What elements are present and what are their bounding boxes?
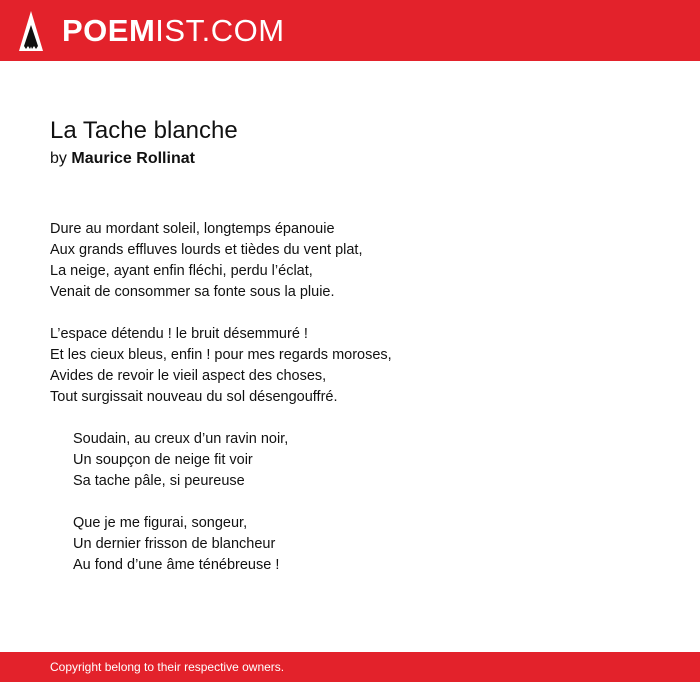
byline — [50, 148, 195, 170]
poem-line: Soudain, au creux d’un ravin noir, — [73, 431, 289, 447]
poem-line: Venait de consommer sa fonte sous la pluie. — [50, 284, 335, 300]
stanza-1 — [50, 219, 392, 303]
poem-line: Tout surgissait nouveau du sol désengouffré. — [50, 389, 338, 405]
poem-title: La Tache blanche — [50, 117, 238, 144]
site-logo-text[interactable] — [62, 10, 285, 52]
poem-line: L’espace détendu ! le bruit désemmuré ! — [50, 326, 308, 342]
site-header — [0, 0, 700, 61]
brand-bold: POEM — [62, 13, 156, 48]
poem-line: Avides de revoir le vieil aspect des choses, — [50, 368, 327, 384]
poem-line: Aux grands effluves lourds et tièdes du vent plat, — [50, 242, 363, 258]
brand-light: IST.COM — [155, 13, 285, 48]
poem-line: Un dernier frisson de blancheur — [73, 536, 276, 552]
copyright-text: Copyright belong to their respective owners. — [50, 660, 285, 674]
poem-line: Et les cieux bleus, enfin ! pour mes regards moroses, — [50, 347, 392, 363]
stanza-3 — [50, 429, 392, 492]
stanza-4 — [50, 513, 392, 576]
poem-line: Un soupçon de neige fit voir — [73, 452, 253, 468]
pencil-icon[interactable] — [18, 10, 44, 52]
site-footer — [0, 652, 700, 682]
stanza-2 — [50, 324, 392, 408]
poem-line: Que je me figurai, songeur, — [73, 515, 248, 531]
poem-body — [50, 219, 392, 597]
poem-line: Sa tache pâle, si peureuse — [73, 473, 245, 489]
poem-line: La neige, ayant enfin fléchi, perdu l’éclat, — [50, 263, 313, 279]
author-name[interactable]: Maurice Rollinat — [71, 150, 195, 167]
poem-line: Dure au mordant soleil, longtemps épanouie — [50, 221, 335, 237]
by-label: by — [50, 150, 67, 167]
poem-line: Au fond d’une âme ténébreuse ! — [73, 557, 280, 573]
